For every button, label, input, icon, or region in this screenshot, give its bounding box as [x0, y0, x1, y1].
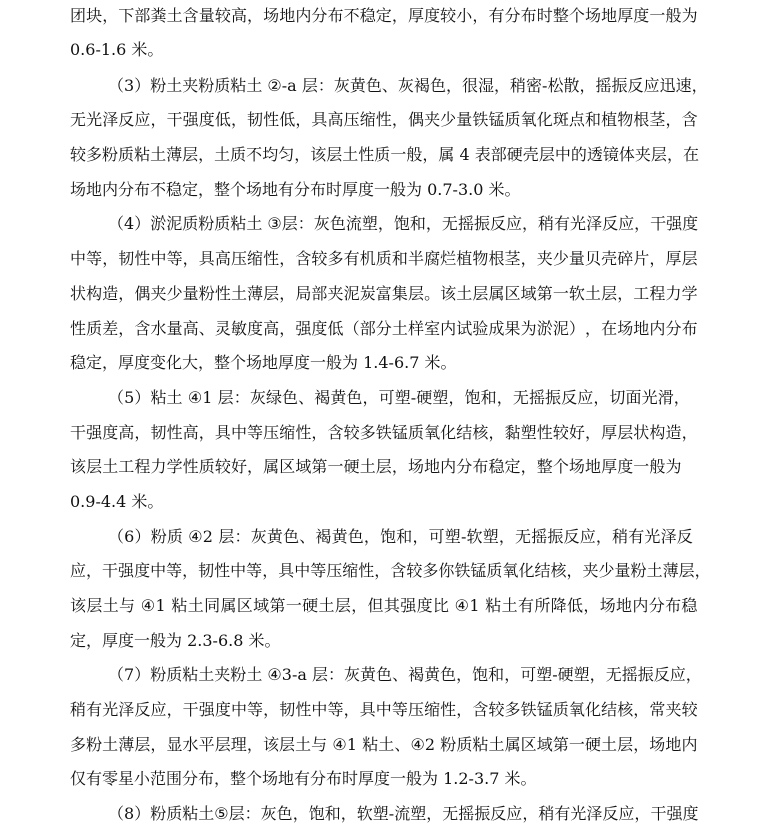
text-line: 中 等 ， 韧 性 中 等 ， 具 高 压 缩 性 ， 含 较 多 有 机 质 和 半 腐 烂 植 物 根 茎 ， 夹 少 量 贝 壳 碎 片 ， 厚 层: [70, 249, 698, 268]
text-line: 多 粉 土 薄 层 ， 显 水 平 层 理 ， 该 层 土 与 ④ 1 粘 土 、 ④ 2 粉 质 粘 土 属 区 域 第 一 硬 土 层 ， 场 地 内: [70, 735, 698, 754]
text-line: 稳定，厚度变化大，整个场地厚度一般为 1.4-6.7 米。: [70, 353, 457, 372]
text-line: 稍 有 光 泽 反 应 ， 干 强 度 中 等 ， 韧 性 中 等 ， 具 中 等 压 缩 性 ， 含 较 多 铁 锰 质 氧 化 结 核 ， 常 夹 较: [70, 700, 698, 719]
text-line: 0.9-4.4 米。: [70, 492, 164, 511]
text-line: 0.6-1.6 米。: [70, 40, 164, 59]
text-line: 该 层 土 工 程 力 学 性 质 较 好 ， 属 区 域 第 一 硬 土 层 ， 场 地 内 分 布 稳 定 ， 整 个 场 地 厚 度 一 般 为: [70, 457, 682, 476]
text-line: （ 8 ） 粉 质 粘 土 ⑤ 层 ： 灰 色 ， 饱 和 ， 软 塑 - 流 塑 ， 无 摇 振 反 应 ， 稍 有 光 泽 反 应 ， 干 强 度: [108, 804, 699, 823]
text-line: 定，厚度一般为 2.3-6.8 米。: [70, 631, 281, 650]
text-line: 较 多 粉 质 粘 土 薄 层 ， 土 质 不 均 匀 ， 该 层 土 性 质 一 般 ， 属 4 表 部 硬 壳 层 中 的 透 镜 体 夹 层 ， 在: [70, 145, 699, 164]
text-line: （ 3 ） 粉 土 夹 粉 质 粘 土 ② - a 层 ： 灰 黄 色 、 灰 褐 色 ， 很 湿 ， 稍 密 - 松 散 ， 摇 振 反 应 迅 速 ，: [108, 76, 708, 95]
text-line: 仅有零星小范围分布，整个场地有分布时厚度一般为 1.2-3.7 米。: [70, 769, 537, 788]
text-line: 场地内分布不稳定，整个场地有分布时厚度一般为 0.7-3.0 米。: [70, 180, 521, 199]
text-line: （ 4 ） 淤 泥 质 粉 质 粘 土 ③ 层 ： 灰 色 流 塑 ， 饱 和 ， 无 摇 振 反 应 ， 稍 有 光 泽 反 应 ， 干 强 度: [108, 214, 699, 233]
text-line: 团 块 ， 下 部 粪 土 含 量 较 高 ， 场 地 内 分 布 不 稳 定 ， 厚 度 较 小 ， 有 分 布 时 整 个 场 地 厚 度 一 般 为: [70, 6, 698, 25]
text-line: （ 7 ） 粉 质 粘 土 夹 粉 土 ④ 3 - a 层 ： 灰 黄 色 、 褐 黄 色 ， 饱 和 ， 可 塑 - 硬 塑 ， 无 摇 振 反 应 ，: [108, 665, 702, 684]
text-line: （ 5 ） 粘 土 ④ 1 层 ： 灰 绿 色 、 褐 黄 色 ， 可 塑 - 硬 塑 ， 饱 和 ， 无 摇 振 反 应 ， 切 面 光 滑 ，: [108, 388, 690, 407]
text-line: 干 强 度 高 ， 韧 性 高 ， 具 中 等 压 缩 性 ， 含 较 多 铁 锰 质 氧 化 结 核 ， 黏 塑 性 较 好 ， 厚 层 状 构 造 ，: [70, 423, 698, 442]
text-line: （ 6 ） 粉 质 ④ 2 层 ： 灰 黄 色 、 褐 黄 色 ， 饱 和 ， 可 塑 - 软 塑 ， 无 摇 振 反 应 ， 稍 有 光 泽 反: [108, 527, 693, 546]
text-line: 应 ， 干 强 度 中 等 ， 韧 性 中 等 ， 具 中 等 压 缩 性 ， 含 较 多 你 铁 锰 质 氧 化 结 核 ， 夹 少 量 粉 土 薄 层 ，: [70, 561, 711, 580]
text-line: 性 质 差 ， 含 水 量 高 、 灵 敏 度 高 ， 强 度 低 （ 部 分 土 样 室 内 试 验 成 果 为 淤 泥 ） ， 在 场 地 内 分 布: [70, 319, 698, 338]
text-line: 该 层 土 与 ④ 1 粘 土 同 属 区 域 第 一 硬 土 层 ， 但 其 强 度 比 ④ 1 粘 土 有 所 降 低 ， 场 地 内 分 布 稳: [70, 596, 698, 615]
text-line: 状 构 造 ， 偶 夹 少 量 粉 性 土 薄 层 ， 局 部 夹 泥 炭 富 集 层 。 该 土 层 属 区 域 第 一 软 土 层 ， 工 程 力 学: [70, 284, 698, 303]
text-line: 无 光 泽 反 应 ， 干 强 度 低 ， 韧 性 低 ， 具 高 压 缩 性 ， 偶 夹 少 量 铁 锰 质 氧 化 斑 点 和 植 物 根 茎 ， 含: [70, 110, 698, 129]
